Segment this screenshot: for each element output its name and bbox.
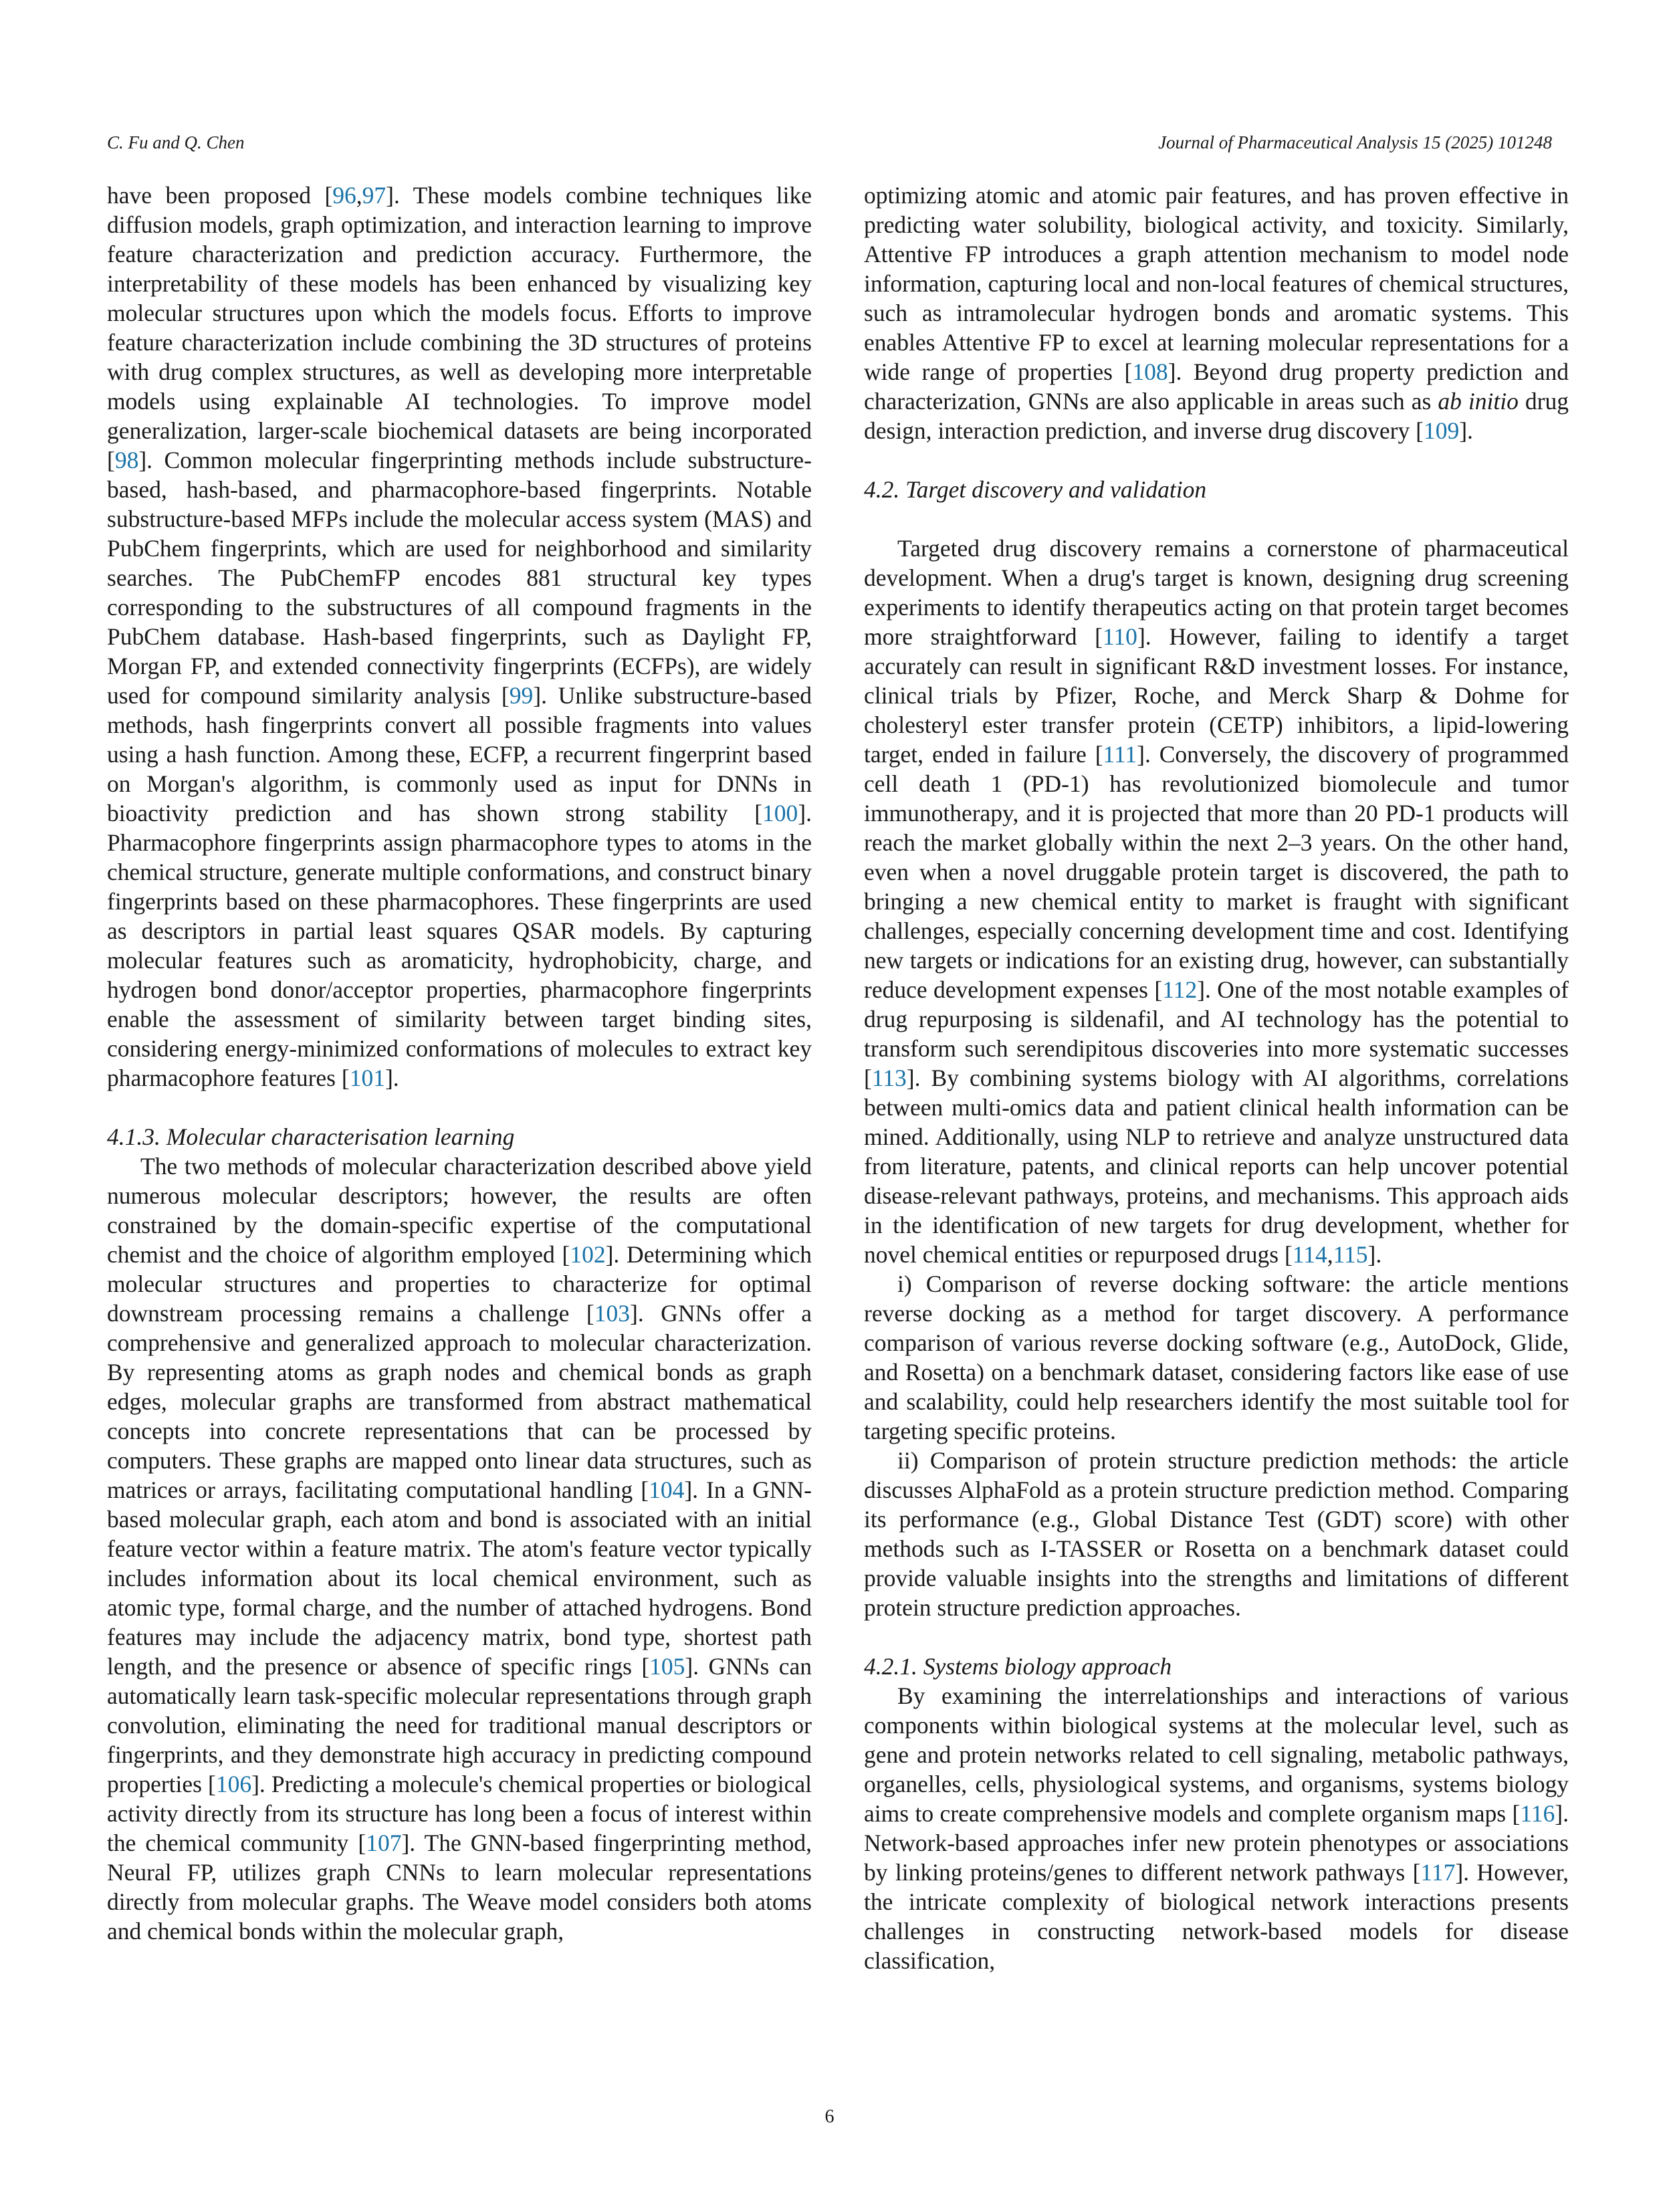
- left-column: [107, 181, 812, 1946]
- citation-link[interactable]: 113: [871, 1065, 907, 1091]
- citation-link[interactable]: 98: [114, 447, 139, 473]
- spacer: [864, 504, 1569, 534]
- citation-link[interactable]: 102: [570, 1241, 606, 1268]
- paragraph-fingerprints: have been proposed [96,97]. These models combine techniques like diffusion models, graph optimization, and interaction learning to improve feature characterization and prediction accuracy. Furthermore, the interpretability of these models has been enhanced by visualizing key molecular structures upon which the models focus. Efforts to improve feature characterization include combining the 3D structures of proteins with drug complex structures, as well as developing more interpretable models using explainable AI technologies. To improve model generalization, larger-scale biochemical datasets are being incorporated [98]. Common molecular fingerprinting methods include substructure-based, hash-based, and pharmacophore-based fingerprints. Notable substructure-based MFPs include the molecular access system (MAS) and PubChem fingerprints, which are used for neighborhood and similarity searches. The PubChemFP encodes 881 structural key types corresponding to the substructures of all compound fragments in the PubChem database. Hash-based fingerprints, such as Daylight FP, Morgan FP, and extended connectivity fingerprints (ECFPs), are widely used for compound similarity analysis [99]. Unlike substructure-based methods, hash fingerprints convert all possible fragments into values using a hash function. Among these, ECFP, a recurrent fingerprint based on Morgan's algorithm, is commonly used as input for DNNs in bioactivity prediction and has shown strong stability [100]. Pharmacophore fingerprints assign pharmacophore types to atoms in the chemical structure, generate multiple conformations, and construct binary fingerprints based on these pharmacophores. These fingerprints are used as descriptors in partial least squares QSAR models. By capturing molecular features such as aromaticity, hydrophobicity, charge, and hydrogen bond donor/acceptor properties, pharmacophore fingerprints enable the assessment of similarity between target binding sites, considering energy-minimized conformations of molecules to extract key pharmacophore features [101].: [107, 182, 812, 1091]
- citation-link[interactable]: 116: [1520, 1800, 1555, 1827]
- citation-link[interactable]: 115: [1333, 1241, 1368, 1268]
- paragraph-target-discovery: Targeted drug discovery remains a cornerstone of pharmaceutical development. When a drug's target is known, designing drug screening experiments to identify therapeutics acting on that protein target becomes more straightforward [110]. However, failing to identify a target accurately can result in significant R&D investment losses. For instance, clinical trials by Pfizer, Roche, and Merck Sharp & Dohme for cholesteryl ester transfer protein (CETP) inhibitors, a lipid-lowering target, ended in failure [111]. Conversely, the discovery of programmed cell death 1 (PD-1) has revolutionized biomolecule and tumor immunotherapy, and it is projected that more than 20 PD-1 products will reach the market globally within the next 2–3 years. On the other hand, even when a novel druggable protein target is discovered, the path to bringing a new chemical entity to market is fraught with significant challenges, especially concerning development time and cost. Identifying new targets or indications for an existing drug, however, can substantially reduce development expenses [112]. One of the most notable examples of drug repurposing is sildenafil, and AI technology has the potential to transform such serendipitous discoveries into more systematic successes [113]. By combining systems biology with AI algorithms, correlations between multi-omics data and patient clinical health information can be mined. Additionally, using NLP to retrieve and analyze unstructured data from literature, patents, and clinical reports can help uncover potential disease-relevant pathways, proteins, and mechanisms. This approach aids in the identification of new targets for drug development, whether for novel chemical entities or repurposed drugs [114,115].: [864, 535, 1569, 1268]
- citation-link[interactable]: 110: [1103, 623, 1137, 650]
- section-heading-4-2: 4.2. Target discovery and validation: [864, 476, 1207, 503]
- citation-link[interactable]: 97: [362, 182, 386, 209]
- section-heading-4-1-3: 4.1.3. Molecular characterisation learning: [107, 1123, 515, 1150]
- citation-link[interactable]: 99: [509, 682, 534, 709]
- running-head: [107, 132, 1552, 159]
- section-heading-4-2-1: 4.2.1. Systems biology approach: [864, 1653, 1172, 1680]
- paragraph-reverse-docking: i) Comparison of reverse docking software: the article mentions reverse docking as a method for target discovery. A performance comparison of various reverse docking software (e.g., AutoDock, Glide, and Rosetta) on a benchmark dataset, considering factors like ease of use and scalability, could help researchers identify the most suitable tool for targeting specific proteins.: [864, 1270, 1569, 1444]
- spacer: [107, 1093, 812, 1122]
- citation-link[interactable]: 103: [594, 1300, 630, 1327]
- citation-link[interactable]: 105: [649, 1653, 685, 1680]
- citation-link[interactable]: 117: [1420, 1859, 1456, 1886]
- citation-link[interactable]: 100: [762, 800, 798, 826]
- citation-link[interactable]: 111: [1103, 741, 1137, 768]
- right-column: [864, 181, 1569, 1975]
- paragraph-structure-prediction: ii) Comparison of protein structure prediction methods: the article discusses AlphaFold as a protein structure prediction method. Comparing its performance (e.g., Global Distance Test (GDT) score) with other methods such as I-TASSER or Rosetta on a benchmark dataset could provide valuable insights into the strengths and limitations of different protein structure prediction approaches.: [864, 1447, 1569, 1621]
- citation-link[interactable]: 108: [1132, 358, 1168, 385]
- paragraph-systems-biology: By examining the interrelationships and interactions of various components within biological systems at the molecular level, such as gene and protein networks related to cell signaling, metabolic pathways, organelles, cells, physiological systems, and organisms, systems biology aims to create comprehensive models and complete organism maps [116]. Network-based approaches infer new protein phenotypes or associations by linking proteins/genes to different network pathways [117]. However, the intricate complexity of biological network interactions presents challenges in constructing network-based models for disease classification,: [864, 1682, 1569, 1974]
- citation-link[interactable]: 96: [332, 182, 356, 209]
- spacer: [864, 445, 1569, 475]
- citation-link[interactable]: 106: [215, 1771, 252, 1797]
- running-head-journal: Journal of Pharmaceutical Analysis 15 (2025) 101248: [1158, 132, 1552, 152]
- paragraph-gnn-continued: optimizing atomic and atomic pair features, and has proven effective in predicting water solubility, biological activity, and toxicity. Similarly, Attentive FP introduces a graph attention mechanism to model node information, capturing local and non-local features of chemical structures, such as intramolecular hydrogen bonds and aromatic systems. This enables Attentive FP to excel at learning molecular representations for a wide range of properties [108]. Beyond drug property prediction and characterization, GNNs are also applicable in areas such as ab initio drug design, interaction prediction, and inverse drug discovery [109].: [864, 182, 1569, 444]
- page-number: 6: [824, 2106, 835, 2127]
- citation-link[interactable]: 101: [349, 1065, 385, 1091]
- paragraph-characterisation-learning: The two methods of molecular characterization described above yield numerous molecular descriptors; however, the results are often constrained by the domain-specific expertise of the computational chemist and the choice of algorithm employed [102]. Determining which molecular structures and properties to characterize for optimal downstream processing remains a challenge [103]. GNNs offer a comprehensive and generalized approach to molecular characterization. By representing atoms as graph nodes and chemical bonds as graph edges, molecular graphs are transformed from abstract mathematical concepts into concrete representations that can be processed by computers. These graphs are mapped onto linear data structures, such as matrices or arrays, facilitating computational handling [104]. In a GNN-based molecular graph, each atom and bond is associated with an initial feature vector within a feature matrix. The atom's feature vector typically includes information about its local chemical environment, such as atomic type, formal charge, and the number of attached hydrogens. Bond features may include the adjacency matrix, bond type, shortest path length, and the presence or absence of specific rings [105]. GNNs can automatically learn task-specific molecular representations through graph convolution, eliminating the need for traditional manual descriptors or fingerprints, and they demonstrate high accuracy in predicting compound properties [106]. Predicting a molecule's chemical properties or biological activity directly from its structure has long been a focus of interest within the chemical community [107]. The GNN-based fingerprinting method, Neural FP, utilizes graph CNNs to learn molecular representations directly from molecular graphs. The Weave model considers both atoms and chemical bonds within the molecular graph,: [107, 1153, 812, 1945]
- citation-link[interactable]: 104: [649, 1476, 685, 1503]
- citation-link[interactable]: 112: [1162, 976, 1198, 1003]
- citation-link[interactable]: 109: [1423, 417, 1460, 444]
- citation-link[interactable]: 107: [366, 1830, 402, 1856]
- spacer: [864, 1622, 1569, 1652]
- running-head-authors: C. Fu and Q. Chen: [107, 132, 245, 152]
- citation-link[interactable]: 114: [1292, 1241, 1327, 1268]
